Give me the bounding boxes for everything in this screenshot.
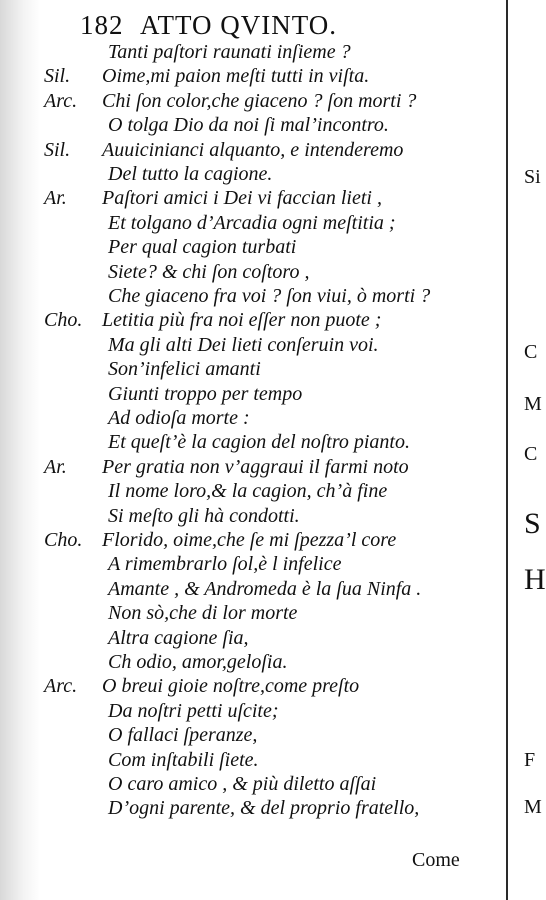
verse-line: Amante , & Andromeda è la ſua Ninfa . bbox=[108, 577, 422, 600]
verse-line: Siete? & chi ſon coſtoro , bbox=[108, 260, 310, 283]
verse-line: O tolga Dio da noi ſi mal’incontro. bbox=[108, 114, 389, 137]
verse-line: Da noſtri petti uſcite; bbox=[108, 699, 279, 722]
verse-line: Altra cagione ſia, bbox=[108, 626, 249, 649]
speaker-label: Sil. bbox=[44, 138, 71, 161]
speaker-label: Arc. bbox=[44, 675, 78, 698]
verse-line: Ma gli alti Dei lieti conſeruin voi. bbox=[108, 333, 379, 356]
catchword: Come bbox=[412, 849, 460, 871]
verse-line: Ad odioſa morte : bbox=[108, 407, 250, 429]
verse-line: O fallaci ſperanze, bbox=[108, 724, 258, 747]
verse-line: Tanti paſtori raunati inſieme ? bbox=[108, 41, 351, 63]
right-page-text-fragment: H bbox=[524, 563, 546, 596]
verse-line: Son’infelici amanti bbox=[108, 358, 261, 381]
verse-line: Per gratia non v’aggraui il farmi noto bbox=[102, 455, 409, 478]
verse-line: O breui gioie noſtre,come preſto bbox=[102, 675, 360, 698]
right-page-text-fragment: S bbox=[524, 507, 541, 540]
verse-line: Et queſt’è la cagion del noſtro pianto. bbox=[108, 431, 410, 454]
right-page-fragment bbox=[518, 0, 546, 900]
verse-line: Del tutto la cagione. bbox=[108, 163, 273, 185]
verse-line: O caro amico , & più diletto aſſai bbox=[108, 773, 377, 795]
verse-line: Letitia più fra noi eſſer non puote ; bbox=[102, 309, 382, 332]
verse-line: Paſtori amici i Dei vi faccian lieti , bbox=[102, 187, 382, 210]
speaker-label: Cho. bbox=[44, 309, 83, 332]
verse-line: Si meſto gli hà condotti. bbox=[108, 504, 300, 527]
verse-line: Chi ſon color,che giaceno ? ſon morti ? bbox=[102, 89, 417, 112]
right-page-text-fragment: M bbox=[524, 393, 542, 415]
right-page-text-fragment: C bbox=[524, 341, 538, 363]
speaker-label: Cho. bbox=[44, 529, 83, 551]
verse-line: Non sò,che di lor morte bbox=[108, 602, 298, 625]
verse-line: A rimembrarlo ſol,è l infelice bbox=[108, 553, 342, 576]
verse-line: Et tolgano d’Arcadia ogni meſtitia ; bbox=[108, 211, 396, 234]
speaker-label: Sil. bbox=[44, 65, 71, 88]
verse-line: D’ogni parente, & del proprio fratello, bbox=[108, 797, 420, 820]
running-title: ATTO QVINTO. bbox=[140, 10, 337, 40]
verse-line: Per qual cagion turbati bbox=[108, 236, 297, 259]
verse-line: Il nome loro,& la cagion, ch’à fine bbox=[108, 480, 388, 503]
page-header bbox=[80, 10, 400, 42]
verse-line: Ch odio, amor,geloſia. bbox=[108, 651, 288, 673]
verse-line: Com inſtabili ſiete. bbox=[108, 748, 259, 771]
right-page-text-fragment: M bbox=[524, 796, 542, 818]
verse-line: Giunti troppo per tempo bbox=[108, 382, 303, 405]
gutter-line bbox=[506, 0, 508, 900]
right-page-text-fragment: C bbox=[524, 443, 538, 465]
speaker-label: Ar. bbox=[44, 187, 67, 210]
spine-shadow bbox=[0, 0, 40, 900]
verse-line: Che giaceno fra voi ? ſon viui, ò morti ? bbox=[108, 285, 431, 307]
verse-line: Auuicinianci alquanto, e intenderemo bbox=[102, 138, 404, 161]
speaker-label: Arc. bbox=[44, 89, 78, 112]
page-number: 182 bbox=[80, 10, 124, 40]
verse-line: Oime,mi paion meſti tutti in viſta. bbox=[102, 65, 370, 88]
speaker-label: Ar. bbox=[44, 455, 67, 478]
verse-line: Florido, oime,che ſe mi ſpezza’l core bbox=[102, 529, 397, 551]
right-page-text-fragment: F bbox=[524, 749, 536, 771]
right-page-text-fragment: Si bbox=[524, 166, 541, 188]
